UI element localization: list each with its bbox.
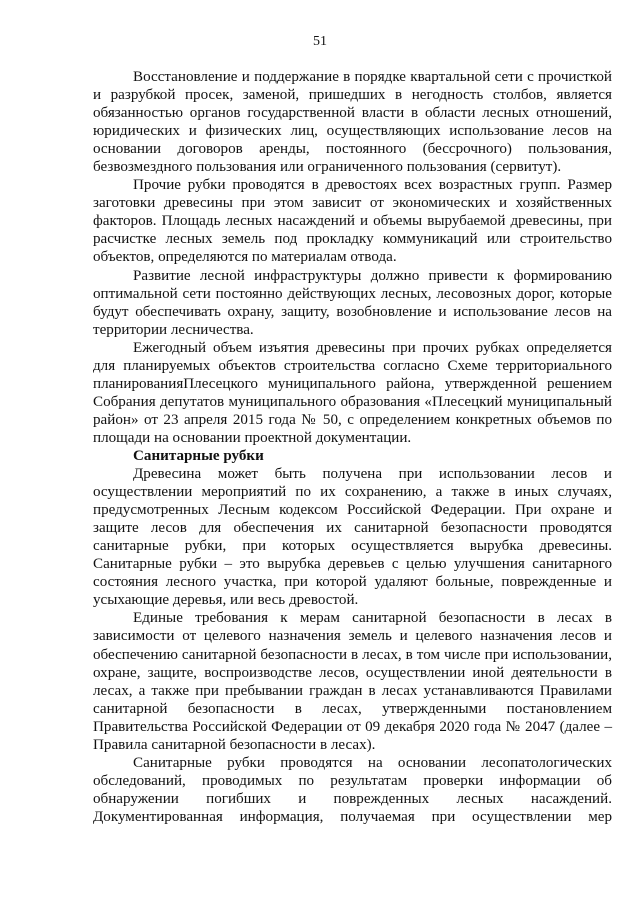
paragraph-wood-obtaining: Древесина может быть получена при использовании лесов и осуществлении мероприятий по их сохранению, а также в иных случаях, предусмотренных Лесным кодексом Российской Федерации. При охране и защите лесов для обеспечения их санитарной безопасности проводятся санитарные рубки, при которых осуществляется вырубка древесины. Санитарные рубки – это вырубка деревьев с целью улучшения санитарного состояния лесного участка, при которой удаляют больные, поврежденные и усыхающие деревья, или весь древостой. [93,466,612,609]
paragraph-other-cuttings: Прочие рубки проводятся в древостоях всех возрастных групп. Размер заготовки древесины при этом зависит от экономических и хозяйственных факторов. Площадь лесных насаждений и объемы вырубаемой древесины, при расчистке лесных земель под прокладку коммуникаций или строительство объектов, определяются по материалам отвода. [93,177,612,266]
page-number: 51 [313,34,327,49]
paragraph-quarter-network: Восстановление и поддержание в порядке квартальной сети с прочисткой и разрубкой просек, заменой, пришедших в негодность столбов, является обязанностью органов государственной власти в области лесных отношений, юридических и физических лиц, осуществляющих использование лесов на основании договоров аренды, постоянного (бессрочного) пользования, безвозмездного пользования или ограниченного пользования (сервитут). [93,69,612,176]
document-body [93,68,612,826]
paragraph-forest-infrastructure: Развитие лесной инфраструктуры должно привести к формированию оптимальной сети постоянно действующих лесных, лесовозных дорог, которые будут обеспечивать охрану, защиту, возобновление и использование лесов на территории лесничества. [93,267,612,338]
paragraph-sanitary-basis: Санитарные рубки проводятся на основании лесопатологических обследований, проводимых по результатам проверки информации об обнаружении погибших и поврежденных лесных насаждений. Документированная информация, получаемая при осуществлении мер [93,754,612,825]
section-heading-sanitary-cuttings: Санитарные рубки [133,447,264,464]
paragraph-annual-volume: Ежегодный объем изъятия древесины при прочих рубках определяется для планируемых объектов строительства согласно Схеме территориального планированияПлесецкого муниципального района, утвержденной решением Собрания депутатов муниципального образования «Плесецкий муниципальный район» от 23 апреля 2015 года № 50, с определением конкретных объемов по площади на основании проектной документации. [93,339,612,446]
paragraph-sanitary-requirements: Единые требования к мерам санитарной безопасности в лесах в зависимости от целевого назначения земель и целевого назначения лесов и обеспечению санитарной безопасности в лесах, в том числе при использовании, охране, защите, воспроизводстве лесов, осуществлении иной деятельности в лесах, а также при пребывании граждан в лесах устанавливаются Правилами санитарной безопасности в лесах, утвержденными постановлением Правительства Российской Федерации от 09 декабря 2020 года № 2047 (далее – Правила санитарной безопасности в лесах). [93,610,612,753]
